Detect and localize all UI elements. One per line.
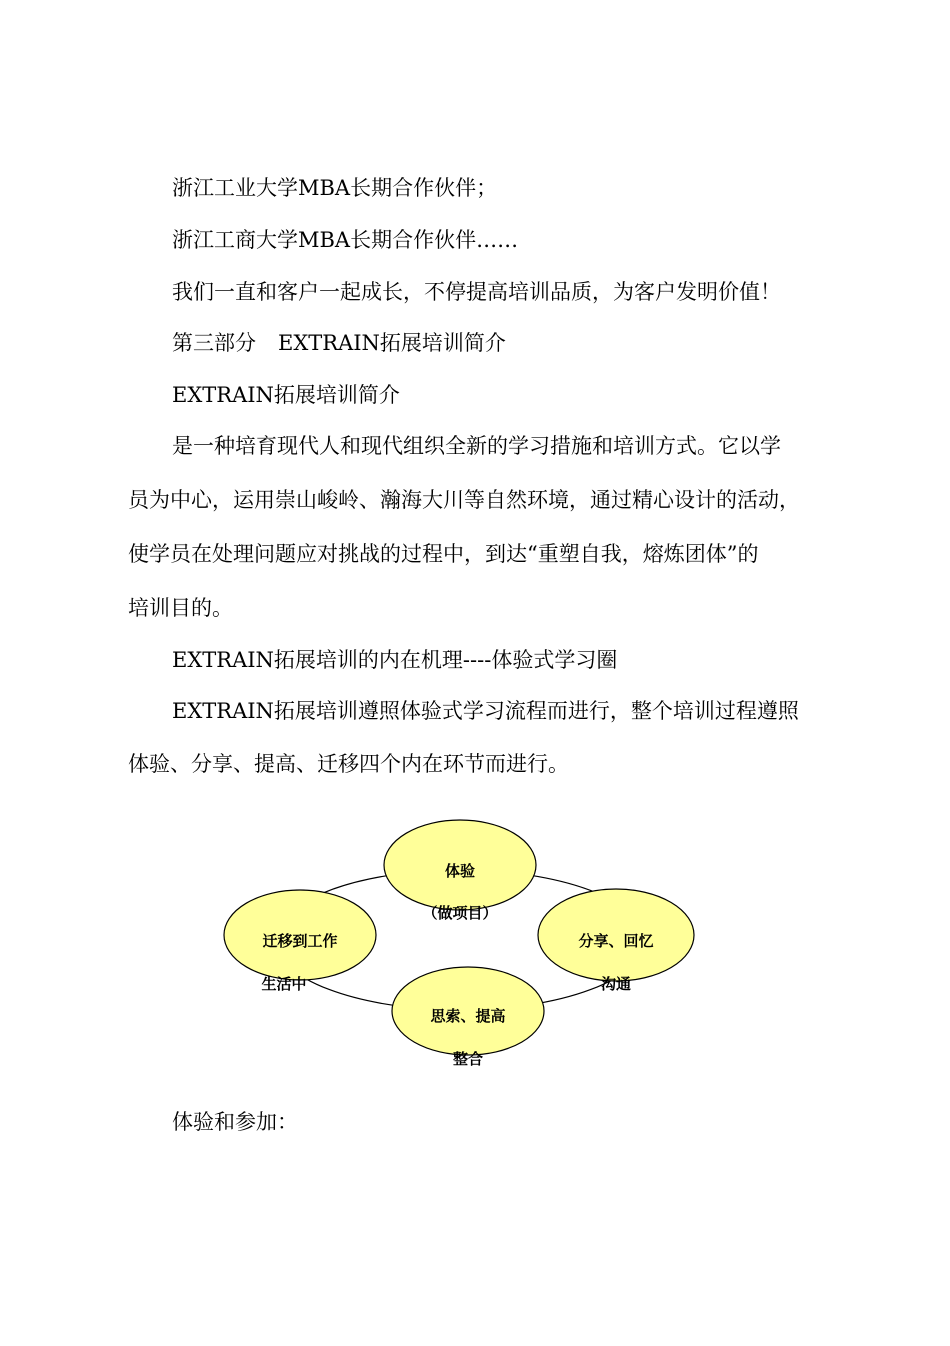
intro-line-3: 使学员在处理问题应对挑战的过程中，到达“重塑自我，熔炼团体”的 — [128, 542, 759, 566]
subheading-intro: EXTRAIN拓展培训简介 — [172, 383, 400, 407]
paragraph-experience: 体验和参加： — [172, 1110, 298, 1134]
process-line-2: 体验、分享、提高、迁移四个内在环节而进行。 — [128, 752, 569, 776]
intro-line-1: 是一种培育现代人和现代组织全新的学习措施和培训方式。它以学 — [172, 434, 781, 458]
node-bottom-label: 思索、提高 — [430, 1007, 506, 1025]
paragraph-growth: 我们一直和客户一起成长，不停提高培训品质，为客户发明价值！ — [172, 280, 781, 304]
node-top-label: 体验 — [444, 862, 476, 880]
sublabel-bottom: 整合 — [452, 1050, 484, 1068]
intro-line-2: 员为中心，运用崇山峻岭、瀚海大川等自然环境，通过精心设计的活动， — [128, 488, 800, 512]
experiential-learning-cycle-diagram — [220, 815, 700, 1075]
section-part: 第三部分 — [172, 331, 256, 355]
node-left-label: 迁移到工作 — [262, 932, 338, 950]
section-title: EXTRAIN拓展培训简介 — [278, 331, 506, 355]
paragraph-partner-zjut: 浙江工业大学MBA长期合作伙伴； — [172, 176, 498, 200]
subheading-mechanism: EXTRAIN拓展培训的内在机理----体验式学习圈 — [172, 648, 618, 672]
paragraph-partner-zjsu: 浙江工商大学MBA长期合作伙伴…… — [172, 228, 519, 252]
sublabel-top: （做项目） — [422, 904, 498, 922]
section-heading — [172, 329, 506, 357]
sublabel-right: 沟通 — [600, 975, 632, 993]
process-line-1: EXTRAIN拓展培训遵照体验式学习流程而进行，整个培训过程遵照 — [172, 699, 799, 723]
intro-line-4: 培训目的。 — [128, 596, 233, 620]
sublabel-left: 生活中 — [261, 975, 307, 993]
node-right-label: 分享、回忆 — [578, 932, 654, 950]
